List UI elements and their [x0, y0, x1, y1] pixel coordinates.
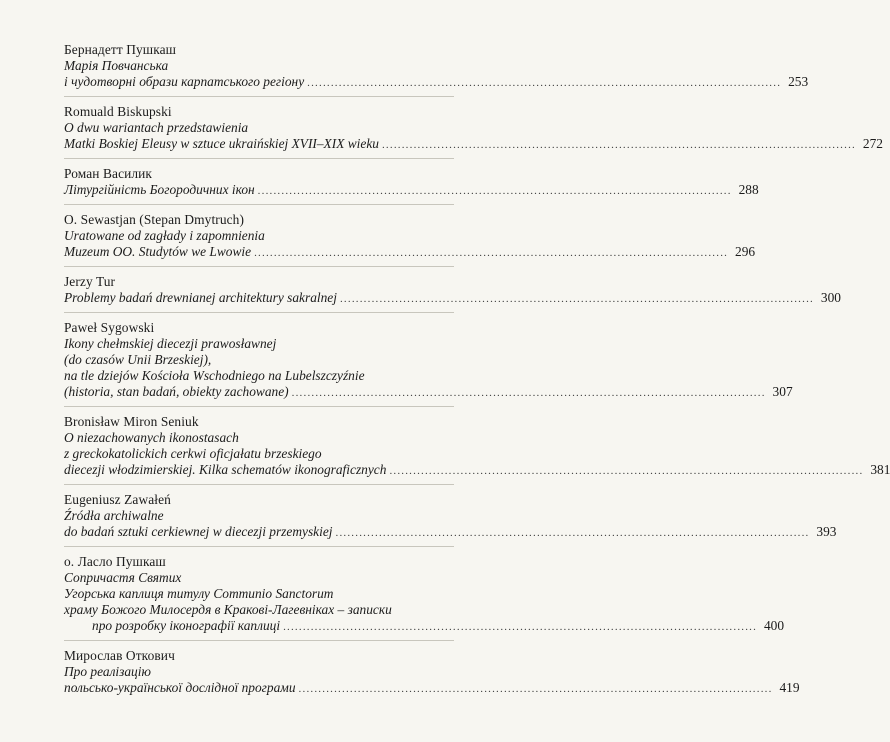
- page-number: 288: [738, 182, 759, 197]
- page-number: 272: [862, 136, 883, 151]
- entry-title-line: храму Божого Милосердя в Кракові-Лагевніках – записки: [64, 602, 392, 617]
- entry-title-last-line: [64, 462, 890, 479]
- page-number: 296: [735, 244, 756, 259]
- divider: [64, 158, 454, 159]
- toc-entry: [64, 158, 759, 204]
- entry-title-line: Ikony chełmskiej diecezji prawosławnej: [64, 336, 277, 351]
- entry-title-text: Літургійність Богородичних ікон: [64, 182, 255, 197]
- entry-author: Paweł Sygowski: [64, 320, 155, 335]
- entry-title-line: Źródła archiwalne: [64, 508, 164, 523]
- entry-title-last-line: [64, 618, 785, 635]
- entry-author: Jerzy Tur: [64, 274, 116, 289]
- dot-leader: ........................................................................................................................: [335, 527, 810, 539]
- divider: [64, 204, 454, 205]
- entry-title-line: (do czasów Unii Brzeskiej),: [64, 352, 212, 367]
- toc-entry: [64, 96, 883, 158]
- entry-title-line: O dwu wariantach przedstawienia: [64, 120, 249, 135]
- dot-leader: ........................................................................................................................: [307, 77, 782, 89]
- entry-title-last-line: [64, 680, 800, 697]
- toc-entry: [64, 42, 809, 96]
- entry-author: Бернадетт Пушкаш: [64, 42, 177, 57]
- toc-entry: [64, 484, 837, 546]
- entry-title-text: Problemy badań drewnianej architektury sakralnej: [64, 290, 337, 305]
- entry-title-last-line: [64, 136, 883, 153]
- entry-title-last-line: [64, 182, 759, 199]
- entry-title-text: про розробку іконографії каплиці: [92, 618, 281, 633]
- entry-author: Eugeniusz Zawałeń: [64, 492, 171, 507]
- toc-entry: [64, 406, 890, 484]
- divider: [64, 312, 454, 313]
- entry-title-line: Марія Повчанська: [64, 58, 169, 73]
- entry-title-line: na tle dziejów Kościoła Wschodniego na Lubelszczyźnie: [64, 368, 365, 383]
- entry-title-text: і чудотворні образи карпатського регіону: [64, 74, 305, 89]
- dot-leader: ........................................................................................................................: [291, 387, 766, 399]
- divider: [64, 96, 454, 97]
- dot-leader: ........................................................................................................................: [339, 293, 814, 305]
- divider: [64, 266, 454, 267]
- page-number: 400: [763, 618, 785, 633]
- page-number: 419: [779, 680, 800, 695]
- divider: [64, 484, 454, 485]
- dot-leader: ........................................................................................................................: [257, 185, 732, 197]
- toc-entry: [64, 640, 800, 702]
- entry-title-last-line: [64, 384, 793, 401]
- entry-title-line: Про реалізацію: [64, 664, 151, 679]
- toc-entry: [64, 312, 793, 406]
- entry-title-last-line: [64, 74, 809, 91]
- entry-title-line: Сопричастя Святих: [64, 570, 182, 585]
- entry-title-last-line: [64, 524, 837, 541]
- entry-author: Romuald Biskupski: [64, 104, 172, 119]
- entry-author: Bronisław Miron Seniuk: [64, 414, 199, 429]
- dot-leader: ........................................................................................................................: [283, 621, 758, 633]
- entry-title-text: польсько-української дослідної програми: [64, 680, 296, 695]
- entry-title-last-line: [64, 290, 841, 307]
- table-of-contents: [64, 42, 890, 702]
- toc-entry: [64, 204, 756, 266]
- entry-author: O. Sewastjan (Stepan Dmytruch): [64, 212, 245, 227]
- entry-title-text: diecezji włodzimierskiej. Kilka schematów ikonograficznych: [64, 462, 387, 477]
- entry-title-line: z greckokatolickich cerkwi oficjałatu brzeskiego: [64, 446, 322, 461]
- divider: [64, 546, 454, 547]
- page-number: 300: [820, 290, 841, 305]
- dot-leader: ........................................................................................................................: [389, 465, 864, 477]
- entry-title-text: Matki Boskiej Eleusy w sztuce ukraińskiej XVII–XIX wieku: [64, 136, 379, 151]
- entry-title-line: O niezachowanych ikonostasach: [64, 430, 239, 445]
- entry-author: Роман Василик: [64, 166, 153, 181]
- toc-entry: [64, 546, 785, 640]
- page-number: 381: [870, 462, 890, 477]
- entry-author: Мирослав Откович: [64, 648, 175, 663]
- dot-leader: ........................................................................................................................: [381, 139, 856, 151]
- entry-author: о. Ласло Пушкаш: [64, 554, 166, 569]
- entry-title-line: Uratowane od zagłady i zapomnienia: [64, 228, 265, 243]
- divider: [64, 640, 454, 641]
- entry-title-text: Muzeum OO. Studytów we Lwowie: [64, 244, 252, 259]
- page-number: 253: [788, 74, 809, 89]
- toc-entry: [64, 266, 841, 312]
- dot-leader: ........................................................................................................................: [298, 683, 773, 695]
- entry-title-last-line: [64, 244, 756, 261]
- page-number: 393: [816, 524, 837, 539]
- dot-leader: ........................................................................................................................: [254, 247, 729, 259]
- entry-title-text: (historia, stan badań, obiekty zachowane): [64, 384, 289, 399]
- divider: [64, 406, 454, 407]
- entry-title-text: do badań sztuki cerkiewnej w diecezji przemyskiej: [64, 524, 333, 539]
- entry-title-line: Угорська каплиця титулу Communio Sanctorum: [64, 586, 334, 601]
- page-number: 307: [772, 384, 793, 399]
